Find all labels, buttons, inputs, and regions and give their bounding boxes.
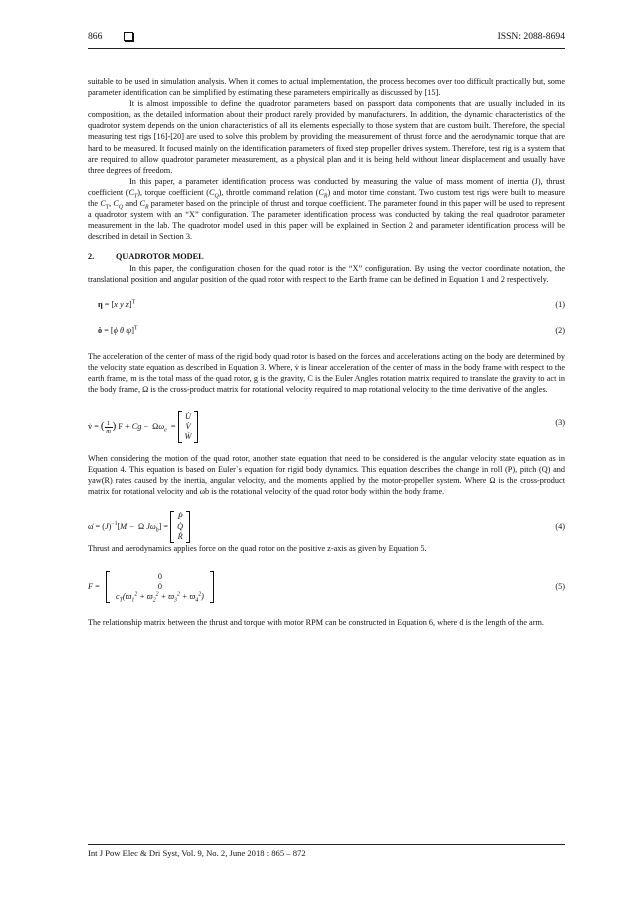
paragraph-3: In this paper, a parameter identification process was conducted by measuring the value of mass moment of inertia (J), thrust coefficient $(C_T)$, torque coefficient $(C_Q)$, throttle command relation $(C_R)$ and motor time constant. Two custom test rigs were built to measure the $C_T$, $C_Q$ and $C_R$ parameter based on the principle of thrust and torque coefficient. The parameter found in this paper will be used to represent a quadrotor system with an “X” configuration. The parameter identification process was conducted by taking the real quadrotor parameter measurement in the lab. The quadrotor model used in this paper will be explained in Section 2 and parameter identification process will be described in detail in Section 3. [88, 176, 565, 242]
paragraph-1: suitable to be used in simulation analysis. When it comes to actual implementation, the process becomes over too difficult practically but, some parameter identification can be simplified by estimating these parameters empirically as discussed by [15]. [88, 77, 565, 98]
section-heading: 2. QUADROTOR MODEL [88, 252, 204, 262]
paragraph-7: Thrust and aerodynamics applies force on the quad rotor on the positive z-axis as given by Equation 5. [88, 544, 427, 554]
page-number: 866 [88, 31, 103, 42]
paragraph-2: It is almost impossible to define the quadrotor parameters based on passport data components that are usually included in its composition, as the detailed information about their product rarely provided by manufacturers. In addition, the dynamic characteristics of the quadrotor system depends on the union characteristics of all its elements especially to those system that are custom built. Therefore, the special measuring test rigs [16]-[20] are used to solve this problem by providing the measurement of thrust force and the aerodynamic torque that are hard to be measured. It focused mainly on the identification parameters of fixed step propeller drives system. Therefore, test rig is a system that are required to allow quadrotor parameter measurement, as a physical plan and it is being held without linear displacement and usually have three degrees of freedom. [88, 99, 565, 175]
equation-5: F = 0 0 $c_T(ϖ_1^2 + ϖ_2^2 + ϖ_3^2 + ϖ_4^2)$ (5) [88, 571, 565, 604]
equation-2: ȯ = [ϕ θ ψ]$^T$ (2) [98, 324, 565, 335]
issn-label: ISSN: 2088-8694 [497, 31, 565, 42]
footer-citation: Int J Pow Elec & Dri Syst, Vol. 9, No. 2, June 2018 : 865 – 872 [88, 848, 306, 858]
equation-3-number: (3) [555, 418, 565, 428]
equation-2-number: (2) [555, 325, 565, 335]
equation-1-number: (1) [555, 299, 565, 309]
page-body [88, 76, 565, 628]
equation-5-number: (5) [555, 581, 565, 591]
square-bullet-icon [124, 32, 133, 41]
footer-divider [88, 844, 565, 845]
equation-3: v̇ = ( $\frac{1}{m}$ ) $F + Cg - \Omega\omega_e$ = U̇ V̇ Ẇ (3) [88, 412, 565, 442]
equation-1: η = [x y z]$^T$ (1) [98, 298, 565, 309]
header-divider [88, 48, 565, 49]
paragraph-8: The relationship matrix between the thrust and torque with motor RPM can be constructed in Equation 6, where d is the length of the arm. [88, 617, 544, 627]
equation-4-number: (4) [555, 522, 565, 532]
paragraph-6: When considering the motion of the quad rotor, another state equation that need to be considered is the angular velocity state equation as in Equation 4. This equation is based on Euler`s equation for rigid body dynamics. This equation describes the change in roll (P), pitch (Q) and yaw(R) rates caused by the inertia, angular velocity, and the moments applied by the motor-propeller system. Where Ω is the cross-product matrix for rotational velocity and ωb is the rotational velocity of the quad rotor body within the body frame. [88, 454, 565, 497]
paragraph-5: The acceleration of the center of mass of the rigid body quad rotor is based on the forces and accelerations acting on the body are determined by the velocity state equation as described in Equation 3. Where, v̇ is linear acceleration of the center of mass in the body frame with respect to the earth frame, m is the total mass of the quad rotor, g is the gravity, C is the Euler Angles rotation matrix required to translate the gravity to act in the body frame, Ω is the cross-product matrix for rotational velocity required to map rotational velocity to the time derivative of the angles. [88, 351, 565, 394]
paragraph-4: In this paper, the configuration chosen for the quad rotor is the “X” configuration. By using the vector coordinate notation, the translational position and angular position of the quad rotor with respect to the Earth frame can be defined in Equation 1 and 2 respectively. [88, 263, 565, 284]
page-header [88, 31, 565, 45]
equation-4: ω̇ = $(J)^{-1}[M - \Omega$ $J\omega_b$] = Ṗ Q̇ Ṙ (4) [88, 512, 565, 542]
